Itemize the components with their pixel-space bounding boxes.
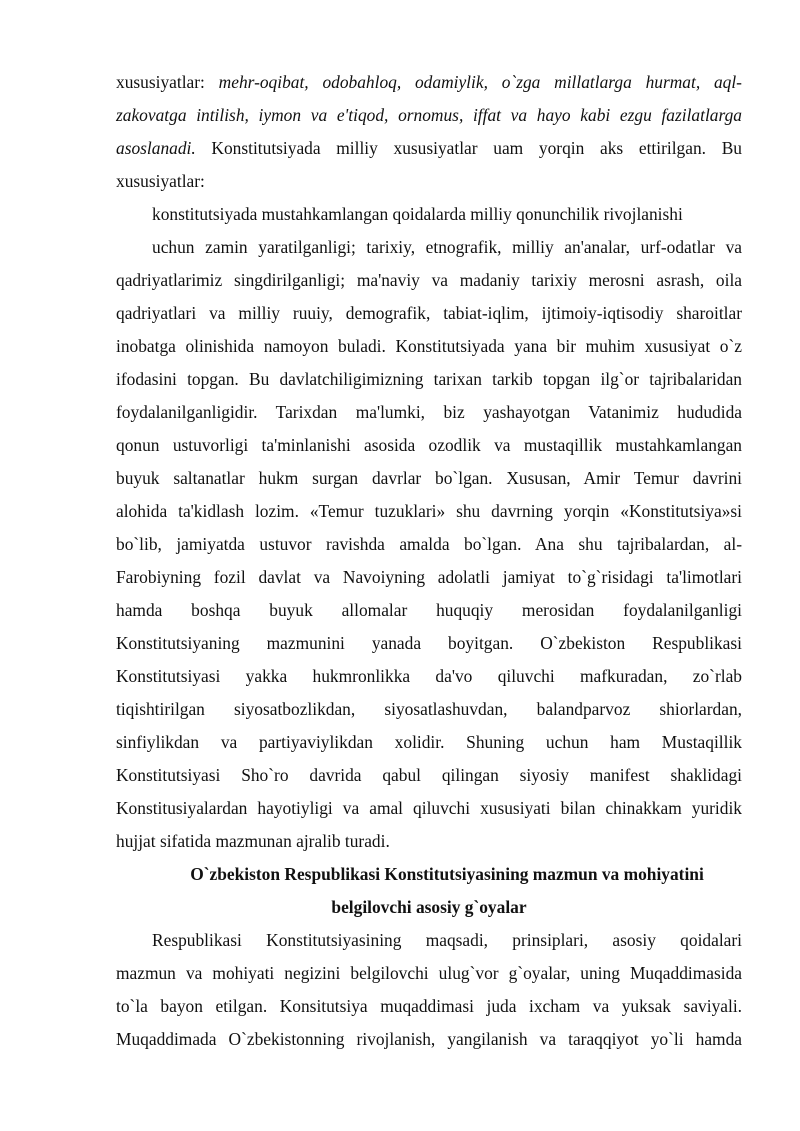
text-line: qadriyatlari va milliy ruuiy, demografik, tabiat-iqlim, ijtimoiy-iqtisodiy sharoitlar xyxy=(116,303,742,323)
text-line xyxy=(116,99,742,132)
text-line: Konstitusiyalardan hayotiyligi va amal qiluvchi xususiyati bilan chinakkam yuridik xyxy=(116,798,742,818)
text-line: alohida ta'kidlash lozim. «Temur tuzuklari» shu davrning yorqin «Konstitutsiya»si xyxy=(116,501,742,521)
text-line: qadriyatlarimiz singdirilganligi; ma'naviy va madaniy tarixiy merosni asrash, oila xyxy=(116,270,742,290)
text-line: hamda boshqa buyuk allomalar huquqiy merosidan foydalanilganligi xyxy=(116,600,742,620)
text-line: Konstitutsiyaning mazmunini yanada boyitgan. O`zbekiston Respublikasi xyxy=(116,633,742,653)
text-run: Konstitutsiyada milliy xususiyatlar uam yorqin aks ettirilgan. Bu xyxy=(195,138,742,158)
italic-text-run: mehr-oqibat, odobahloq, odamiylik, o`zga millatlarga hurmat, aql- xyxy=(218,72,742,92)
text-line: konstitutsiyada mustahkamlangan qoidalarda milliy qonunchilik rivojlanishi xyxy=(152,204,683,224)
text-line: hujjat sifatida mazmunan ajralib turadi. xyxy=(116,831,390,851)
text-line: foydalanilganligidir. Tarixdan ma'lumki, biz yashayotgan Vatanimiz hududida xyxy=(116,402,742,422)
text-line: Konstitutsiyasi Sho`ro davrida qabul qilingan siyosiy manifest shaklidagi xyxy=(116,765,742,785)
text-line xyxy=(116,66,742,99)
text-line: tiqishtirilgan siyosatbozlikdan, siyosatlashuvdan, balandparvoz shiorlardan, xyxy=(116,699,742,719)
text-line: bo`lib, jamiyatda ustuvor ravishda amalda bo`lgan. Ana shu tajribalardan, al- xyxy=(116,534,742,554)
italic-text-run: asoslanadi. xyxy=(116,138,196,158)
italic-text-run: zakovatga intilish, iymon va e'tiqod, ornomus, iffat va hayo kabi ezgu fazilatlarga xyxy=(116,105,742,125)
section-heading: belgilovchi asosiy g`oyalar xyxy=(331,897,527,917)
text-run: xususiyatlar: xyxy=(116,72,219,92)
text-line: xususiyatlar: xyxy=(116,171,205,191)
text-line: mazmun va mohiyati negizini belgilovchi ulug`vor g`oyalar, uning Muqaddimasida xyxy=(116,963,742,983)
section-heading: O`zbekiston Respublikasi Konstitutsiyasining mazmun va mohiyatini xyxy=(190,864,704,884)
text-line: Muqaddimada O`zbekistonning rivojlanish, yangilanish va taraqqiyot yo`li hamda xyxy=(116,1029,742,1049)
text-line: Konstitutsiyasi yakka hukmronlikka da'vo qiluvchi mafkuradan, zo`rlab xyxy=(116,666,742,686)
document-page xyxy=(116,66,742,1056)
text-line: sinfiylikdan va partiyaviylikdan xolidir. Shuning uchun ham Mustaqillik xyxy=(116,732,742,752)
text-line xyxy=(116,132,742,165)
text-line: qonun ustuvorligi ta'minlanishi asosida ozodlik va mustaqillik mustahkamlangan xyxy=(116,435,742,455)
text-line: inobatga olinishida namoyon buladi. Konstitutsiyada yana bir muhim xususiyat o`z xyxy=(116,336,742,356)
text-line: buyuk saltanatlar hukm surgan davrlar bo`lgan. Xususan, Amir Temur davrini xyxy=(116,468,742,488)
text-line: ifodasini topgan. Bu davlatchiligimizning tarixan tarkib topgan ilg`or tajribalaridan xyxy=(116,369,742,389)
text-line: to`la bayon etilgan. Konsitutsiya muqaddimasi juda ixcham va yuksak saviyali. xyxy=(116,996,742,1016)
text-line: Farobiyning fozil davlat va Navoiyning adolatli jamiyat to`g`risidagi ta'limotlari xyxy=(116,567,742,587)
text-line: Respublikasi Konstitutsiyasining maqsadi, prinsiplari, asosiy qoidalari xyxy=(152,930,742,950)
text-line: uchun zamin yaratilganligi; tarixiy, etnografik, milliy an'analar, urf-odatlar va xyxy=(152,237,742,257)
